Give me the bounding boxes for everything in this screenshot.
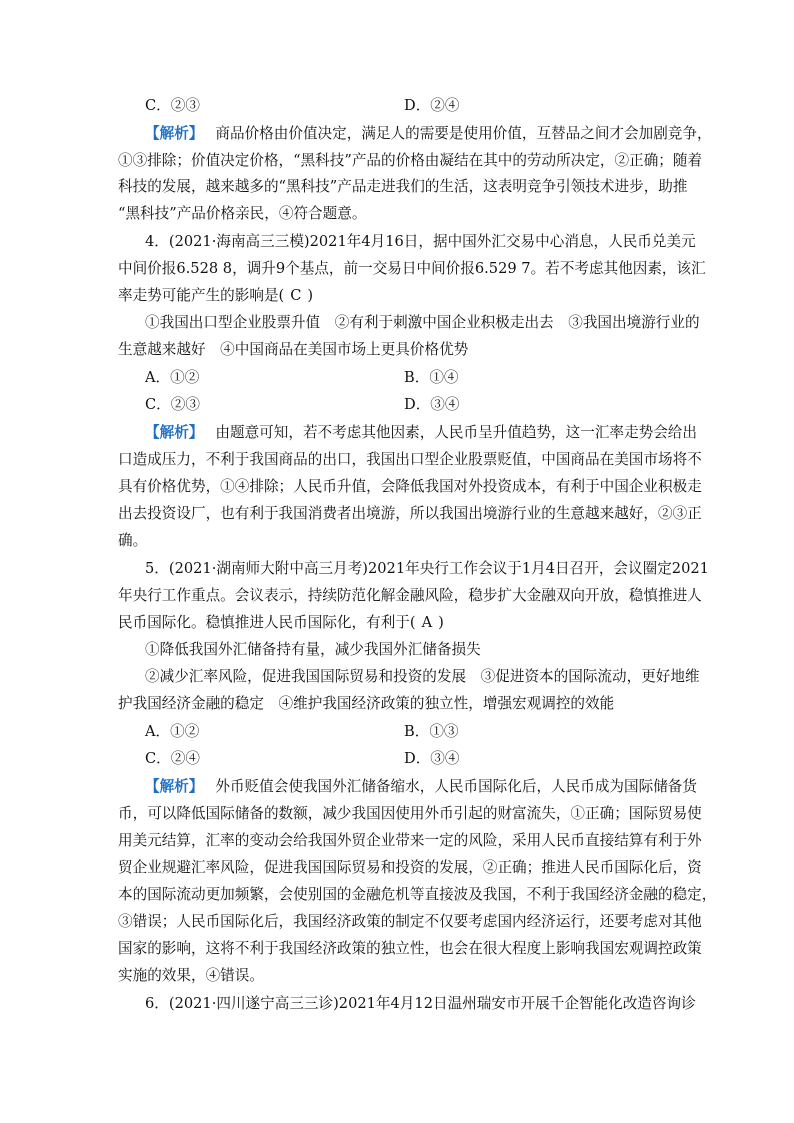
q4-stem-line-1: 4．(2021·海南高三三模)2021年4月16日，据中国外汇交易中心消息，人民币兑美元 [145,233,696,250]
q5-stem-line-1: 5．(2021·湖南师大附中高三月考)2021年央行工作会议于1月4日召开，会议圈定2021 [145,560,709,577]
q5-analysis-line-6: ③错误；人民币国际化后，我国经济政策的制定不仅要考虑国内经济运行，还要考虑对其他 [118,913,702,930]
q5-option-a: A．①② [145,723,200,740]
q4-option-b: B．①④ [404,369,459,386]
q5-items-line-3: 护我国经济金融的稳定 ④维护我国经济政策的独立性，增强宏观调控的效能 [118,695,615,712]
q4-items-line-2: 生意越来越好 ④中国商品在美国市场上更具价格优势 [118,341,469,358]
q4-answer: C [290,287,302,304]
q5-option-c: C．②④ [145,750,200,767]
q5-analysis-line-8: 实施的效果，④错误。 [118,967,264,984]
q4-stem-line-3: 率走势可能产生的影响是( C ) [118,287,314,304]
analysis-tag: 【解析】 [145,778,204,795]
q6-stem-line-1: 6．(2021·四川遂宁高三三诊)2021年4月12日温州瑞安市开展千企智能化改造咨询诊 [145,995,696,1012]
q5-stem-line-2: 年央行工作重点。会议表示，持续防范化解金融风险，稳步扩大金融双向开放，稳慎推进人 [118,587,702,604]
q4-items-line-1: ①我国出口型企业股票升值 ②有利于刺激中国企业积极走出去 ③我国出境游行业的 [145,314,700,331]
q5-analysis-line-1: 【解析】 外币贬值会使我国外汇储备缩水，人民币国际化后，人民币成为国际储备货 [145,778,697,795]
q5-option-b: B．①③ [404,723,459,740]
q5-analysis-line-4: 贸企业规避汇率风险，促进我国国际贸易和投资的发展，②正确；推进人民币国际化后，资 [118,859,702,876]
q5-analysis-line-5: 本的国际流动更加频繁，会使别国的金融危机等直接波及我国，不利于我国经济金融的稳定， [118,886,717,903]
q5-answer: A [421,614,433,631]
q5-analysis-line-2: 币，可以降低国际储备的数额，减少我国因使用外币引起的财富流失，①正确；国际贸易使 [118,805,702,822]
analysis-tag: 【解析】 [145,424,204,441]
q3-analysis-line-2: ①③排除；价值决定价格，“黑科技”产品的价格由凝结在其中的劳动所决定，②正确；随着 [118,152,703,169]
q5-analysis-line-3: 用美元结算，汇率的变动会给我国外贸企业带来一定的风险，采用人民币直接结算有利于外 [118,832,702,849]
analysis-tag: 【解析】 [145,125,204,142]
q4-option-a: A．①② [145,369,200,386]
q5-option-d: D．③④ [404,750,460,767]
q5-items-line-2: ②减少汇率风险，促进我国国际贸易和投资的发展 ③促进资本的国际流动，更好地维 [145,668,700,685]
q4-option-d: D．③④ [404,396,460,413]
q3-option-d: D．②④ [404,97,460,114]
q5-stem-line-3: 民币国际化。稳慎推进人民币国际化，有利于( A ) [118,614,444,631]
q5-items-line-1: ①降低我国外汇储备持有量，减少我国外汇储备损失 [145,641,481,658]
q4-analysis-line-3: 具有价格优势，①④排除；人民币升值，会降低我国对外投资成本，有利于中国企业积极走 [118,478,702,495]
q4-option-c: C．②③ [145,396,200,413]
q3-analysis-line-3: 科技的发展，越来越多的“黑科技”产品走进我们的生活，这表明竞争引领技术进步，助推 [118,178,688,195]
q3-analysis-line-1: 【解析】 商品价格由价值决定，满足人的需要是使用价值，互替品之间才会加剧竞争， [145,125,712,142]
q4-analysis-line-4: 出去投资设厂，也有利于我国消费者出境游，所以我国出境游行业的生意越来越好，②③正 [118,505,702,522]
q4-analysis-line-1: 【解析】 由题意可知，若不考虑其他因素，人民币呈升值趋势，这一汇率走势会给出 [145,424,697,441]
q4-analysis-line-2: 口造成压力，不利于我国商品的出口，我国出口型企业股票贬值，中国商品在美国市场将不 [118,451,702,468]
q3-option-c: C．②③ [145,97,200,114]
q5-analysis-line-7: 国家的影响，这将不利于我国经济政策的独立性，也会在很大程度上影响我国宏观调控政策 [118,940,702,957]
q4-analysis-line-5: 确。 [118,532,148,549]
q4-stem-line-2: 中间价报6.528 8，调升9个基点，前一交易日中间价报6.529 7。若不考虑其他因素，该汇 [118,260,706,277]
q3-analysis-line-4: “黑科技”产品价格亲民，④符合题意。 [118,205,367,222]
